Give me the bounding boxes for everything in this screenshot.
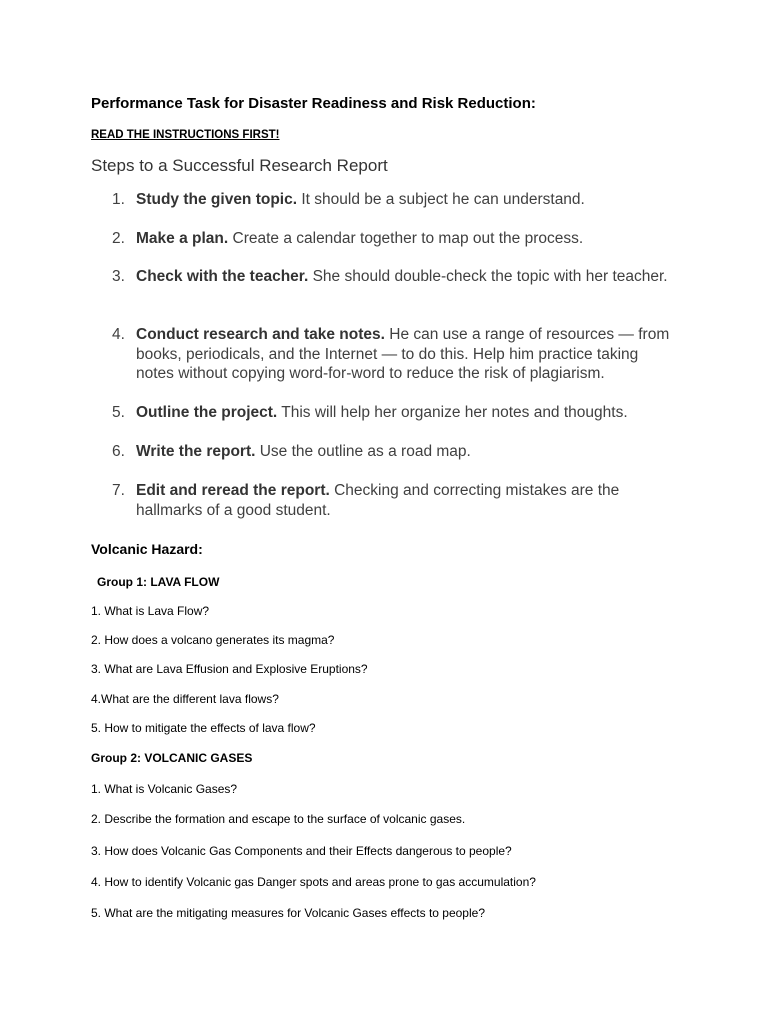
step-title: Make a plan. [136,230,229,247]
question-item: 3. What are Lava Effusion and Explosive Eruptions? [91,662,368,676]
question-item: 2. How does a volcano generates its magma? [91,633,335,647]
step-number: 4. [112,326,125,343]
step-text: Create a calendar together to map out the process. [228,230,584,247]
step-number: 7. [112,482,125,499]
step-number: 5. [112,404,125,421]
step-item [112,481,672,520]
step-title: Conduct research and take notes. [136,326,385,343]
steps-heading: Steps to a Successful Research Report [91,156,388,175]
group-heading: Group 2: VOLCANIC GASES [91,751,253,765]
question-item: 1. What is Volcanic Gases? [91,782,238,796]
step-title: Write the report. [136,443,256,460]
question-item: 4. How to identify Volcanic gas Danger spots and areas prone to gas accumulation? [91,875,536,889]
step-number: 6. [112,443,125,460]
question-item: 3. How does Volcanic Gas Components and their Effects dangerous to people? [91,844,512,858]
step-item [112,267,672,287]
section-heading: Volcanic Hazard: [91,541,203,557]
step-text: She should double-check the topic with her teacher. [308,268,668,285]
step-title: Check with the teacher. [136,268,309,285]
step-text: Checking and correcting mistakes are the hallmarks of a good student. [136,482,620,519]
step-text: It should be a subject he can understand. [297,191,585,208]
question-item: 1. What is Lava Flow? [91,604,210,618]
question-item: 2. Describe the formation and escape to the surface of volcanic gases. [91,812,466,826]
step-text: Use the outline as a road map. [255,443,471,460]
question-item: 4.What are the different lava flows? [91,692,279,706]
question-item: 5. How to mitigate the effects of lava flow? [91,721,316,735]
step-item [112,325,672,384]
question-item: 5. What are the mitigating measures for Volcanic Gases effects to people? [91,906,485,920]
step-title: Study the given topic. [136,191,298,208]
instructions-notice: READ THE INSTRUCTIONS FIRST! [91,129,280,141]
step-item [112,442,672,462]
step-item [112,403,672,423]
step-item [112,190,672,210]
step-number: 3. [112,268,125,285]
step-text: He can use a range of resources — from books, periodicals, and the Internet — to do this. Help him practice taking notes without copying word-for-word to reduce the risk of plagiarism. [136,326,670,382]
step-item [112,229,672,249]
step-number: 1. [112,191,125,208]
group-heading: Group 1: LAVA FLOW [97,575,220,589]
step-number: 2. [112,230,125,247]
document-title: Performance Task for Disaster Readiness and Risk Reduction: [91,95,536,112]
step-title: Outline the project. [136,404,278,421]
step-title: Edit and reread the report. [136,482,330,499]
step-text: This will help her organize her notes and thoughts. [277,404,628,421]
